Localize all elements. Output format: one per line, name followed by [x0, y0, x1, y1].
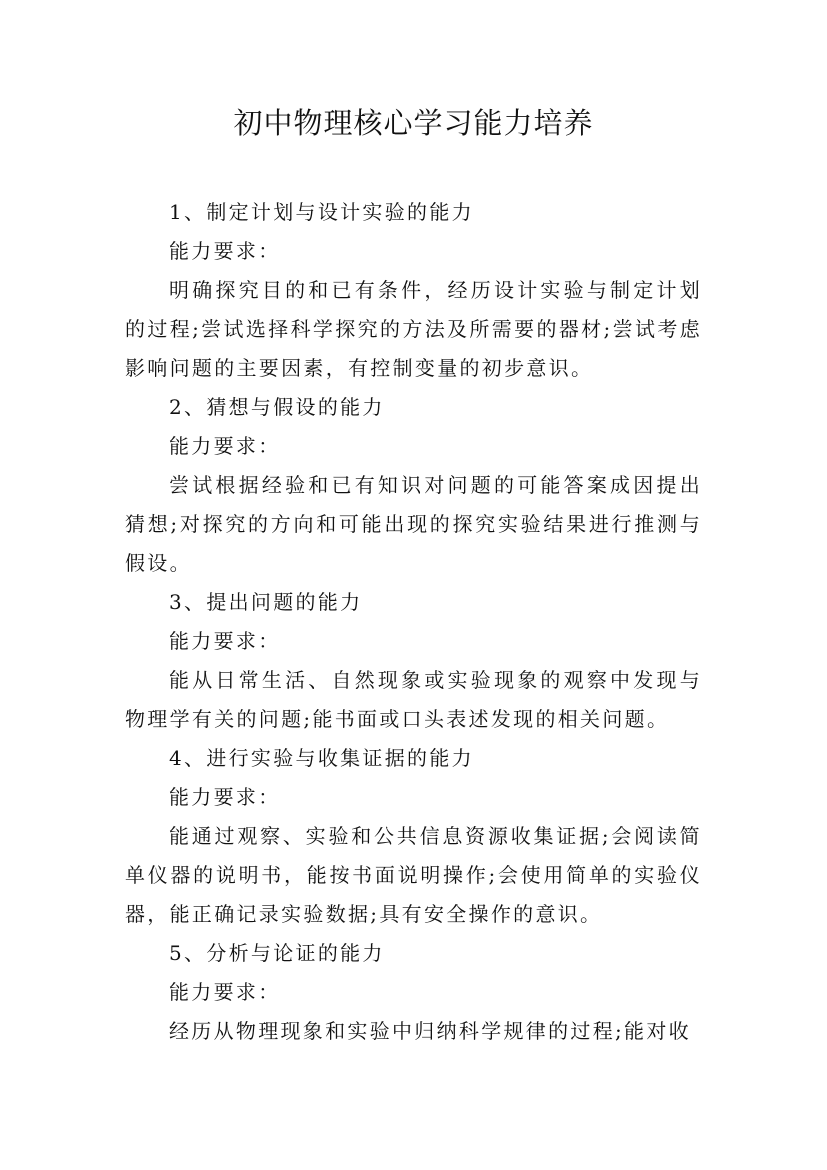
section-heading-5: 5、分析与论证的能力 — [169, 941, 385, 965]
requirement-label-5: 能力要求： — [169, 980, 281, 1004]
section-heading-3: 3、提出问题的能力 — [169, 590, 363, 614]
section-heading-2: 2、猜想与假设的能力 — [169, 395, 385, 419]
requirement-text-2: 尝试根据经验和已有知识对问题的可能答案成因提出猜想;对探究的方向和可能出现的探究实验结果进行推测与假设。 — [125, 473, 702, 575]
requirement-label-3: 能力要求： — [169, 629, 281, 653]
requirement-text-3: 能从日常生活、自然现象或实验现象的观察中发现与物理学有关的问题;能书面或口头表述发现的相关问题。 — [125, 668, 702, 731]
requirement-text-4: 能通过观察、实验和公共信息资源收集证据;会阅读简单仪器的说明书，能按书面说明操作;会使用简单的实验仪器，能正确记录实验数据;具有安全操作的意识。 — [125, 824, 702, 926]
section-heading-1: 1、制定计划与设计实验的能力 — [169, 200, 474, 224]
requirement-label-2: 能力要求： — [169, 434, 281, 458]
document-title: 初中物理核心学习能力培养 — [233, 106, 594, 140]
requirement-label-4: 能力要求： — [169, 785, 281, 809]
requirement-text-5: 经历从物理现象和实验中归纳科学规律的过程;能对收 — [169, 1019, 691, 1043]
section-heading-4: 4、进行实验与收集证据的能力 — [169, 746, 474, 770]
document-body — [125, 193, 702, 1051]
requirement-label-1: 能力要求： — [169, 239, 281, 263]
requirement-text-1: 明确探究目的和已有条件，经历设计实验与制定计划的过程;尝试选择科学探究的方法及所需要的器材;尝试考虑影响问题的主要因素，有控制变量的初步意识。 — [125, 278, 702, 380]
